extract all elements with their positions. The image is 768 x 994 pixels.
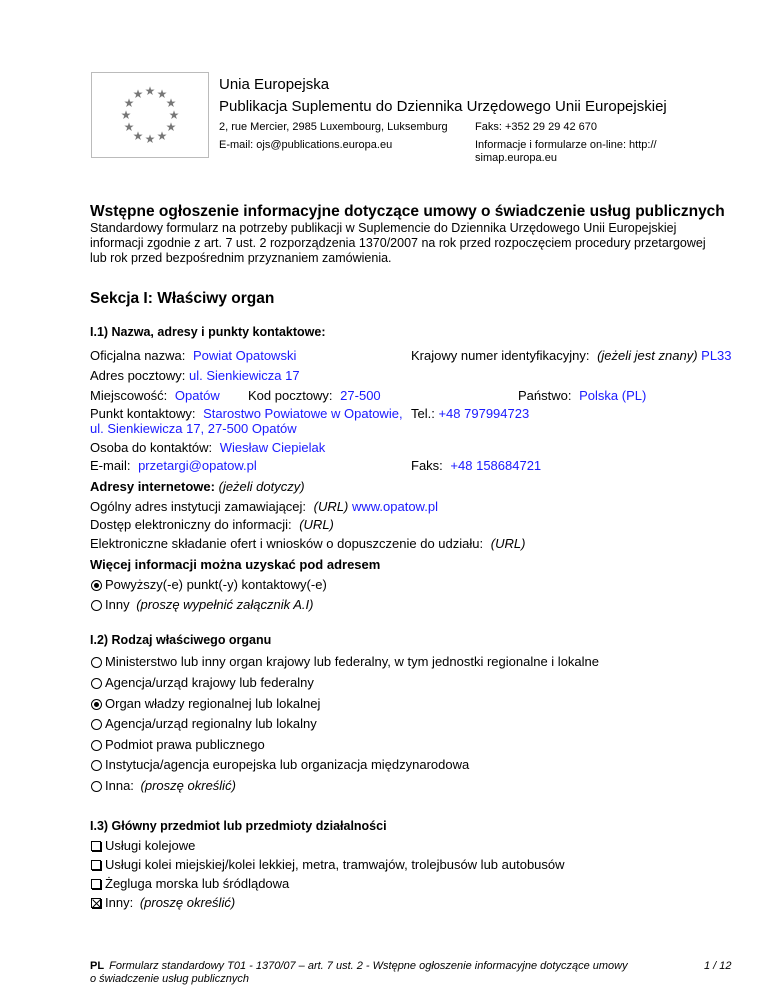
person-label: Osoba do kontaktów: [90,440,213,455]
national-id-row [411,348,732,364]
svg-text:★: ★ [156,87,168,101]
contact-point-value-line2: ul. Sienkiewicza 17, 27-500 Opatów [90,421,297,436]
official-name-label: Oficjalna nazwa: [90,348,186,363]
header-info [475,139,657,165]
activity-option[interactable] [91,838,195,854]
header-email: E-mail: ojs@publications.europa.eu [219,139,393,151]
activity-option-label: Żegluga morska lub śródlądowa [105,876,290,891]
more-info-option-above[interactable] [91,577,327,593]
svg-text:★: ★ [144,84,156,98]
official-name-row [90,348,296,364]
submission-label: Elektroniczne składanie ofert i wniosków o dopuszczenie do udziału: [90,536,484,551]
footer-lang: PL [90,960,105,972]
general-url-value[interactable]: www.opatow.pl [351,499,438,514]
radio-empty-icon[interactable] [91,657,102,668]
header-info-line1: Informacje i formularze on-line: http:// [475,139,657,151]
postal-row [90,368,300,384]
fax-row [411,458,541,474]
contact-point-value-line1: Starostwo Powiatowe w Opatowie, [203,406,403,421]
authority-other-hint: (proszę określić) [140,778,236,793]
svg-text:★: ★ [120,108,132,122]
contact-point-label: Punkt kontaktowy: [90,406,196,421]
footer [90,960,628,986]
email-row [90,458,257,474]
fax-label: Faks: [411,458,443,473]
postcode-label: Kod pocztowy: [248,388,333,403]
header-info-line2: simap.europa.eu [475,152,557,164]
national-id-label: Krajowy numer identyfikacyjny: [411,348,590,363]
i3-heading: I.3) Główny przedmiot lub przedmioty działalności [90,819,387,833]
authority-option-label: Organ władzy regionalnej lub lokalnej [105,696,321,711]
authority-option-label: Inna: [105,778,134,793]
more-info-option-other[interactable] [91,597,313,613]
authority-option-label: Agencja/urząd krajowy lub federalny [105,675,314,690]
svg-text:★: ★ [156,129,168,143]
more-info-option-other-hint: (proszę wypełnić załącznik A.I) [136,597,314,612]
activity-option-label: Inny: [105,895,134,910]
authority-option[interactable] [91,654,599,670]
checkbox-empty-icon[interactable] [91,879,101,889]
svg-text:★: ★ [168,108,180,122]
radio-empty-icon[interactable] [91,719,102,730]
doc-subtitle-line1: Standardowy formularz na potrzeby publikacji w Suplemencie do Dziennika Urzędowego Unii Europejskiej [90,221,677,235]
more-info-option-other-label: Inny [105,597,130,612]
eu-logo [91,72,209,158]
eu-stars-icon [92,73,208,157]
activity-option[interactable] [91,876,289,892]
fax-value: +48 158684721 [450,458,542,473]
country-label: Państwo: [518,388,572,403]
national-id-value: PL33 [701,348,732,363]
doc-subtitle-line2: informacji zgodnie z art. 7 ust. 2 rozporządzenia 1370/2007 na rok przed rozpoczęciem procedury przetargowej [90,236,706,250]
internet-hint: (jeżeli dotyczy) [218,479,305,494]
doc-title: Wstępne ogłoszenie informacyjne dotyczące umowy o świadczenie usług publicznych [90,203,725,220]
general-url-row [90,499,438,515]
internet-heading-row [90,479,305,495]
svg-text:★: ★ [132,87,144,101]
authority-option[interactable] [91,696,320,712]
tel-row [411,406,529,422]
person-row [90,440,325,456]
more-info-option-above-label: Powyższy(-e) punkt(-y) kontaktowy(-e) [105,577,327,592]
authority-option-label: Instytucja/agencja europejska lub organizacja międzynarodowa [105,757,470,772]
national-id-hint: (jeżeli jest znany) [597,348,698,363]
submission-hint: (URL) [490,536,526,551]
general-url-label: Ogólny adres instytucji zamawiającej: [90,499,307,514]
country-row [518,388,646,404]
authority-option[interactable] [91,737,265,753]
svg-text:★: ★ [165,96,177,110]
electronic-access-label: Dostęp elektroniczny do informacji: [90,517,292,532]
authority-option[interactable] [91,716,317,732]
doc-subtitle-line3: lub rok przed bezpośrednim przyznaniem zamówienia. [90,251,392,265]
town-value: Opatów [174,388,220,403]
country-value: Polska (PL) [579,388,647,403]
svg-text:★: ★ [165,120,177,134]
svg-text:★: ★ [132,129,144,143]
general-url-hint: (URL) [313,499,349,514]
activity-option[interactable] [91,857,565,873]
tel-label: Tel.: [411,406,435,421]
checkbox-empty-icon[interactable] [91,841,101,851]
authority-option-other[interactable] [91,778,236,794]
electronic-access-row [90,517,334,533]
radio-empty-icon[interactable] [91,678,102,689]
radio-selected-icon[interactable] [91,580,102,591]
page-number: 1 / 12 [704,960,732,972]
svg-text:★: ★ [144,132,156,146]
tel-value: +48 797994723 [438,406,530,421]
email-label: E-mail: [90,458,131,473]
authority-option-label: Ministerstwo lub inny organ krajowy lub federalny, w tym jednostki regionalne i lokalne [105,654,599,669]
town-row [90,388,220,404]
postal-label: Adres pocztowy: [90,368,186,383]
activity-other-hint: (proszę określić) [139,895,236,910]
authority-option[interactable] [91,675,314,691]
submission-row [90,536,525,552]
person-value: Wiesław Ciepielak [219,440,326,455]
i2-heading: I.2) Rodzaj właściwego organu [90,633,272,647]
authority-option-label: Podmiot prawa publicznego [105,737,265,752]
activity-option-label: Usługi kolejowe [105,838,196,853]
postal-value: ul. Sienkiewicza 17 [189,368,300,383]
svg-text:★: ★ [123,96,135,110]
header-publication: Publikacja Suplementu do Dziennika Urzędowego Unii Europejskiej [219,98,667,115]
radio-selected-icon[interactable] [91,699,102,710]
i1-heading: I.1) Nazwa, adresy i punkty kontaktowe: [90,325,326,339]
electronic-access-hint: (URL) [299,517,334,532]
radio-empty-icon[interactable] [91,760,102,771]
contact-point-row [90,406,403,422]
footer-text-line1: Formularz standardowy T01 - 1370/07 – art. 7 ust. 2 - Wstępne ogłoszenie informacyjne dotyczące umowy [109,960,628,972]
postcode-value: 27-500 [340,388,381,403]
header-fax: Faks: +352 29 29 42 670 [475,121,598,133]
radio-empty-icon[interactable] [91,600,102,611]
doc-subtitle [90,221,706,266]
radio-empty-icon[interactable] [91,740,102,751]
email-value: przetargi@opatow.pl [138,458,257,473]
authority-option[interactable] [91,757,469,773]
svg-text:★: ★ [123,120,135,134]
official-name-value: Powiat Opatowski [193,348,297,363]
activity-option-label: Usługi kolei miejskiej/kolei lekkiej, metra, tramwajów, trolejbusów lub autobusów [105,857,565,872]
footer-text-line2: o świadczenie usług publicznych [90,973,249,985]
radio-empty-icon[interactable] [91,781,102,792]
footer-line1 [90,960,628,973]
town-label: Miejscowość: [90,388,168,403]
activity-option-other[interactable] [91,895,235,911]
postcode-row [248,388,381,404]
checkbox-checked-icon[interactable] [91,898,101,908]
internet-heading: Adresy internetowe: [90,479,215,494]
header-org: Unia Europejska [219,76,330,93]
section-title: Sekcja I: Właściwy organ [90,290,275,307]
header-address: 2, rue Mercier, 2985 Luxembourg, Luksemburg [219,121,448,133]
checkbox-empty-icon[interactable] [91,860,101,870]
more-info-heading: Więcej informacji można uzyskać pod adresem [90,557,381,572]
authority-option-label: Agencja/urząd regionalny lub lokalny [105,716,317,731]
